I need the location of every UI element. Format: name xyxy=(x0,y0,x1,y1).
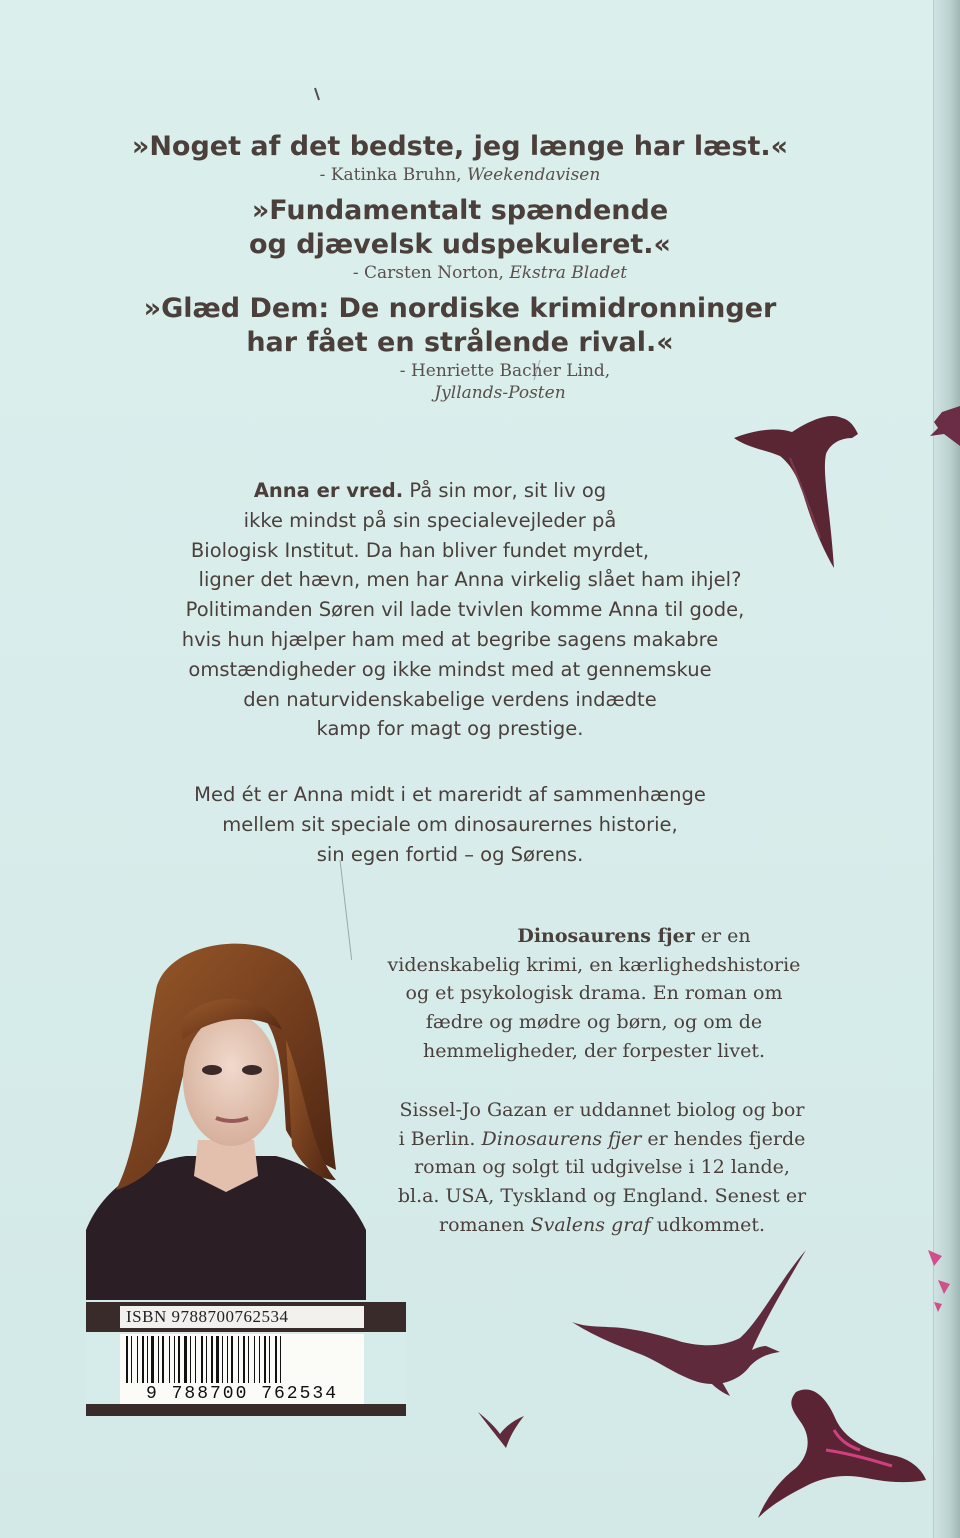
barcode-bar xyxy=(190,1336,191,1384)
barcode-bar xyxy=(151,1336,154,1384)
quote-text: »Fundamentalt spændende xyxy=(251,195,669,226)
barcode-bar xyxy=(211,1336,213,1384)
bio-book-title: Svalens graf xyxy=(530,1213,651,1236)
bio-line: Sissel-Jo Gazan er uddannet biolog og bor xyxy=(399,1099,805,1121)
barcode-bar xyxy=(248,1336,249,1384)
barcode-bar xyxy=(227,1336,228,1384)
pink-flecks xyxy=(918,1240,958,1320)
barcode-bar xyxy=(206,1336,207,1384)
barcode-bar xyxy=(275,1336,277,1384)
quote-text: »Noget af det bedste, jeg længe har læst.« xyxy=(131,131,789,162)
synopsis-second-paragraph xyxy=(120,780,780,870)
quote-text: og djævelsk udspekuleret.« xyxy=(249,229,671,260)
barcode-bar xyxy=(147,1336,148,1384)
bio-line: roman og solgt til udgivelse i 12 lande, xyxy=(414,1156,790,1179)
synopsis-line: ligner det hævn, men har Anna virkelig slået ham ihjel? xyxy=(198,568,742,592)
barcode-bar xyxy=(126,1336,128,1384)
attribution-source: Jyllands-Posten xyxy=(434,383,566,403)
bio-text: romanen xyxy=(439,1213,531,1236)
barcode-bar xyxy=(162,1336,164,1384)
attribution-source: Ekstra Bladet xyxy=(509,263,628,283)
barcode-bar xyxy=(142,1336,144,1384)
quote-block-1 xyxy=(100,130,820,186)
bio-line xyxy=(354,1211,850,1240)
attribution-name: - Carsten Norton, xyxy=(352,263,510,283)
author-bio xyxy=(354,1096,850,1240)
quote-text: »Glæd Dem: De nordiske krimidronninger xyxy=(143,293,777,324)
synopsis-line: den naturvidenskabelige verdens indædte xyxy=(243,687,657,711)
attribution-source: Weekendavisen xyxy=(467,165,601,185)
barcode-digits: 9 788700 762534 xyxy=(120,1383,364,1405)
attribution-name: - Henriette Bacher Lind, xyxy=(399,361,611,381)
synopsis-line: Politimanden Søren vil lade tvivlen komme Anna til gode, xyxy=(185,598,745,622)
bio-text: er hendes fjerde xyxy=(641,1127,806,1150)
barcode-bar xyxy=(222,1336,223,1384)
goose-icon xyxy=(756,1380,926,1520)
barcode-bar xyxy=(254,1336,255,1384)
book-description xyxy=(354,922,834,1066)
barcode-bar xyxy=(243,1336,245,1384)
description-line xyxy=(354,922,834,951)
quote-attribution xyxy=(100,382,820,404)
barcode-bar xyxy=(137,1336,138,1384)
synopsis-line: ikke mindst på sin specialevejleder på xyxy=(243,508,617,532)
review-quotes xyxy=(100,130,820,404)
barcode-bar xyxy=(280,1336,281,1384)
barcode-bar xyxy=(201,1336,203,1384)
synopsis-lead: Anna er vred. xyxy=(253,479,404,502)
isbn-label: ISBN 9788700762534 xyxy=(120,1306,364,1328)
barcode-bar xyxy=(238,1336,239,1384)
barcode-bar xyxy=(174,1336,175,1384)
description-text: er en xyxy=(694,925,751,947)
bio-line: bl.a. USA, Tyskland og England. Senest er xyxy=(397,1185,807,1208)
synopsis-line: sin egen fortid – og Sørens. xyxy=(316,843,584,866)
quote-attribution xyxy=(100,360,820,382)
barcode-bar xyxy=(269,1336,270,1384)
quote-attribution xyxy=(100,262,820,284)
quote-block-2 xyxy=(100,194,820,284)
synopsis-line: Med ét er Anna midt i et mareridt af sammenhænge xyxy=(194,783,706,806)
bio-text: i Berlin. xyxy=(398,1127,482,1150)
barcode-bar xyxy=(169,1336,170,1384)
heron-icon xyxy=(570,1250,810,1396)
quote-text: har fået en strålende rival.« xyxy=(246,327,674,358)
synopsis-line: kamp for magt og prestige. xyxy=(316,717,584,741)
description-line: og et psykologisk drama. En roman om xyxy=(405,982,783,1005)
barcode-bar xyxy=(264,1336,266,1384)
synopsis xyxy=(100,476,800,744)
isbn-bottom-band xyxy=(86,1404,406,1416)
barcode-bar xyxy=(131,1336,132,1384)
barcode-bar xyxy=(178,1336,180,1384)
description-line: hemmeligheder, der forpester livet. xyxy=(422,1039,766,1062)
barcode-bar xyxy=(158,1336,159,1384)
author-photo xyxy=(86,930,366,1300)
barcode-bar xyxy=(184,1336,187,1384)
barcode-bar xyxy=(259,1336,260,1384)
barcode-bar xyxy=(231,1336,233,1384)
synopsis-line: Biologisk Institut. Da han bliver fundet myrdet, xyxy=(190,538,650,562)
book-title: Dinosaurens fjer xyxy=(517,925,695,947)
bio-book-title: Dinosaurens fjer xyxy=(481,1127,642,1150)
synopsis-text: På sin mor, sit liv og xyxy=(403,479,607,502)
barcode xyxy=(120,1334,364,1386)
bio-text: udkommet. xyxy=(650,1213,765,1236)
synopsis-line: mellem sit speciale om dinosaurernes historie, xyxy=(222,813,678,836)
small-bird-icon xyxy=(478,1408,524,1448)
attribution-name: - Katinka Bruhn, xyxy=(319,165,467,185)
synopsis-line xyxy=(100,476,800,506)
synopsis-line: omstændigheder og ikke mindst med at gennemskue xyxy=(188,657,712,681)
quote-attribution xyxy=(100,164,820,186)
spine-bird-icon xyxy=(920,402,960,450)
description-line: videnskabelig krimi, en kærlighedshistorie xyxy=(387,953,801,976)
barcode-bar xyxy=(195,1336,196,1384)
bio-line xyxy=(354,1125,850,1154)
barcode-bar xyxy=(216,1336,219,1384)
quote-block-3 xyxy=(100,292,820,404)
description-line: fædre og mødre og børn, og om de xyxy=(425,1011,763,1034)
synopsis-line: hvis hun hjælper ham med at begribe sagens makabre xyxy=(181,627,719,651)
